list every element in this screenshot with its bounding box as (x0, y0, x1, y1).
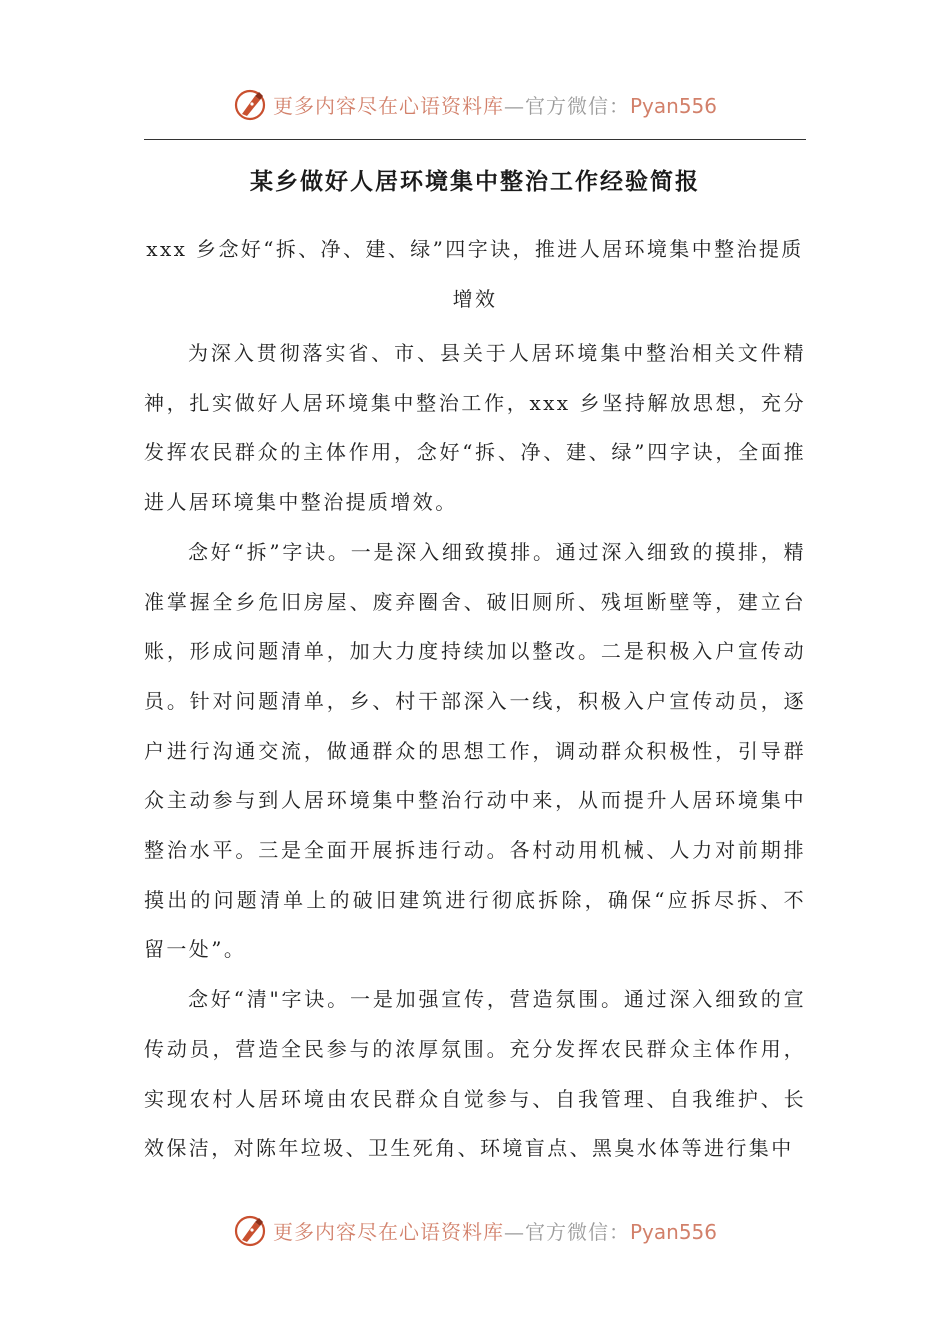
banner-prefix: 更多内容尽在心语资料库 (272, 93, 504, 118)
footer-banner (0, 1210, 950, 1250)
banner-handle: Pyan556 (629, 93, 717, 118)
banner-label: 官方微信： (524, 93, 630, 118)
pen-nib-logo-icon (233, 1213, 267, 1247)
banner-text (273, 1216, 717, 1245)
document-body (144, 329, 806, 1174)
body-paragraph-3: 念好“清"字诀。一是加强宣传，营造氛围。通过深入细致的宣传动员，营造全民参与的浓厚氛围。充分发挥农民群众主体作用，实现农村人居环境由农民群众自觉参与、自我管理、自我维护、长效保洁，对陈年垃圾、卫生死角、环境盲点、黑臭水体等进行集中 (144, 987, 806, 1161)
document-title: 某乡做好人居环境集中整治工作经验简报 (250, 168, 700, 195)
banner-dash: — (503, 93, 525, 118)
banner-handle: Pyan556 (629, 1219, 717, 1244)
banner-text (273, 90, 717, 119)
header-banner (0, 84, 950, 124)
body-paragraph-1: 为深入贯彻落实省、市、县关于人居环境集中整治相关文件精神，扎实做好人居环境集中整治工作，xxx 乡坚持解放思想，充分发挥农民群众的主体作用，念好“拆、净、建、绿”四字诀，全面推进人居环境集中整治提质增效。 (144, 341, 806, 515)
banner-prefix: 更多内容尽在心语资料库 (272, 1219, 504, 1244)
pen-nib-logo-icon (233, 87, 267, 121)
banner-dash: — (503, 1219, 525, 1244)
document-subtitle: xxx 乡念好“拆、净、建、绿”四字诀，推进人居环境集中整治提质增效 (146, 237, 804, 311)
body-paragraph-2: 念好“拆”字诀。一是深入细致摸排。通过深入细致的摸排，精准掌握全乡危旧房屋、废弃圈舍、破旧厕所、残垣断壁等，建立台账，形成问题清单，加大力度持续加以整改。二是积极入户宣传动员。针对问题清单，乡、村干部深入一线，积极入户宣传动员，逐户进行沟通交流，做通群众的思想工作，调动群众积极性，引导群众主动参与到人居环境集中整治行动中来，从而提升人居环境集中整治水平。三是全面开展拆违行动。各村动用机械、人力对前期排摸出的问题清单上的破旧建筑进行彻底拆除，确保“应拆尽拆、不留一处”。 (144, 539, 806, 962)
header-divider (144, 139, 806, 140)
banner-label: 官方微信： (524, 1219, 630, 1244)
